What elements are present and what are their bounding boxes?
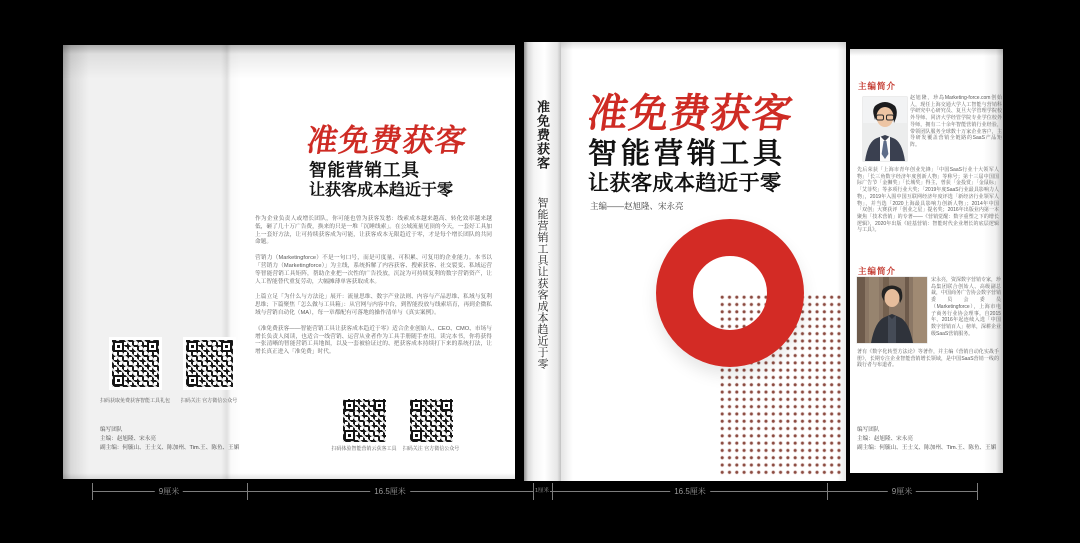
spine xyxy=(524,42,561,481)
back-cover-subtitle-2: 让获客成本趋近于零 xyxy=(309,182,454,199)
front-flap xyxy=(850,49,1003,473)
back-cover-blurb xyxy=(255,216,492,365)
credits-deputy-editors: 副主编：何毓山、王士义、陈加州、Tim.王、陈鱼、王媚 xyxy=(100,445,240,451)
qr-caption-back-wechat: 扫码关注 官方微信公众号 xyxy=(402,446,460,452)
dim-label-spine: 1厘米 xyxy=(534,488,550,494)
editor1-bio-detail: 先后荣获「上海市青年创业先锋」「中国SaaS行业十大领军人物」「长三角数字经济年度创新人物」等称号；第十三届中国国际广告节「金狮奖」「长城奖」得主，曾获「金投赏」「金鼠标」「艾菲奖」等多项行业大奖；「2019年度SaaS行业最具影响力人物」，2019年入围中国互联网经济年度评选「新经济行业领军人物」，并当选「2020上海最具影响力创新人物」；2014年中国「双创」大赛获评「创业之星」提名奖；2016年出版业内第一本聚焦「技术营销」的专著——《营销觉醒：数字重塑之下的增长逻辑》，2020年出版《硅基营销：智能时代企业增长的底层逻辑与工具》。 xyxy=(857,167,999,234)
dim-label-left-flap: 9厘米 xyxy=(155,487,183,496)
ruler-tick xyxy=(977,483,978,500)
spine-subtitle: 智能营销工具让获客成本趋近于零 xyxy=(536,197,548,370)
blurb-paragraph: 营销力（Marketingforce）不是一句口号，而是可度量、可积累、可复用的企业能力。本书以「营销力（Marketingforce）」为主线，系统拆解了内容获客、搜索获客、社交裂变、私域运营等智能营销工具矩阵，帮助企业把一次性的广告投放，沉淀为可持续复利的数字营销资产，让人工智能替代重复劳动，大幅摊薄单客获取成本。 xyxy=(255,255,492,285)
red-ring-graphic xyxy=(656,219,804,367)
qr-code-flap-wechat xyxy=(186,340,233,387)
spine-title: 准免费获客 xyxy=(535,100,550,170)
ruler-tick xyxy=(827,483,828,500)
blurb-paragraph: 作为企业负责人或增长团队，你可能也曾为获客发愁：线索成本越来越高、转化效率越来越低，砸了几十万广告费，换来的只是一堆「沉睡线索」。在公域流量见顶的今天，一套好工具加上一套好方法，让可持续获客成为可能，让获客成本无限趋近于零，才是每个增长团队的共同命题。 xyxy=(255,216,492,246)
credits-team-label: 编写团队 xyxy=(100,427,123,433)
front-cover-byline: 主编——赵旭隆、宋永亮 xyxy=(590,201,684,211)
back-cover-spread xyxy=(63,45,515,479)
blurb-paragraph: 《准免费获客——智能营销工具让获客成本趋近于零》适合企业创始人、CEO、CMO、市场与增长负责人阅读，也适合一线营销、运营从业者作为工具手册随手查用。读完本书，你将获得一张清晰的智能营销工具地图，以及一套被验证过的、把获客成本持续打下来的系统打法，让增长真正进入「准免费」时代。 xyxy=(255,325,492,356)
editor2-bio-detail: 著有《数字化转型方法论》等著作，并主编《营销自动化实战手册》，长期专注企业智能营销增长领域，是中国SaaS营销一线的践行者与布道者。 xyxy=(857,349,999,369)
front-cover-subtitle-1: 智能营销工具 xyxy=(588,138,787,170)
credits-chief-editors: 主编：赵旭隆、宋永亮 xyxy=(100,436,156,442)
qr-code-back-wechat xyxy=(410,399,453,442)
qr-caption-flap-wechat: 扫码关注 官方微信公众号 xyxy=(180,398,238,404)
spine-text xyxy=(533,100,552,370)
credits-team-label: 编写团队 xyxy=(857,427,880,433)
editor2-photo xyxy=(857,277,927,343)
credits-chief-editors: 主编：赵旭隆、宋永亮 xyxy=(857,436,913,442)
blurb-paragraph: 上篇立足「为什么与方法论」展开：流量思维、数字产业法则、内容与产品思维、私域与复利思维；下篇聚焦「怎么做与工具箱」：从官网与内容中台，到智能投放与线索培育，再到企微私域与营销自动化（MA），每一章都配有可落地的操作清单与《真实案例》。 xyxy=(255,294,492,316)
dim-label-back-cover: 16.5厘米 xyxy=(370,487,410,496)
qr-caption-back-tools: 扫码体验智能营销云获客工具 xyxy=(331,446,397,452)
editor1-bio-intro: 赵旭隆，珍岛Marketing-force.com创始人，现任上海交通大学人工智能与营销科学研究中心研究员、复旦大学管理学院校外导师、同济大学经管学院专业学位校外导师，拥有二十余年智能营销行业经验，带领团队服务全球数十万家企业客户，主导研发覆盖营销全链路的SaaS产品矩阵。 xyxy=(910,95,1002,148)
credits-front-flap xyxy=(857,426,996,453)
editor1-heading: 主编简介 xyxy=(858,81,897,91)
editor2-heading: 主编简介 xyxy=(858,266,897,276)
qr-caption-flap-tools: 扫码获取免费获客智能工具礼包 xyxy=(99,398,171,404)
ruler-tick xyxy=(552,483,553,500)
dim-label-front-cover: 16.5厘米 xyxy=(670,487,710,496)
front-cover-subtitle-2: 让获客成本趋近于零 xyxy=(588,172,782,195)
back-cover-title: 准免费获客 xyxy=(304,123,470,158)
qr-code-back-tools xyxy=(343,399,386,442)
credits-deputy-editors: 副主编：何毓山、王士义、陈加州、Tim.王、陈鱼、王媚 xyxy=(857,445,997,451)
editor1-photo xyxy=(863,97,907,161)
ruler-tick xyxy=(92,483,93,500)
ruler-tick xyxy=(247,483,248,500)
back-cover-subtitle-1: 智能营销工具 xyxy=(309,160,420,180)
editor2-bio-intro: 宋永亮，资深数字营销专家，珍岛集团联合创始人、高级副总裁，中国商务广告协会数字营销委员会委员（Marketingforce），上海市电子商务行业协会理事。自2015年、2016年起连续入选「中国数字营销百人」榜单，深耕企业级SaaS营销服务。 xyxy=(931,277,1002,337)
front-cover-title: 准免费获客 xyxy=(584,92,797,136)
credits-back-flap xyxy=(100,426,239,453)
qr-code-flap-tools xyxy=(112,340,159,387)
front-cover xyxy=(561,42,846,481)
dim-label-right-flap: 9厘米 xyxy=(888,487,916,496)
